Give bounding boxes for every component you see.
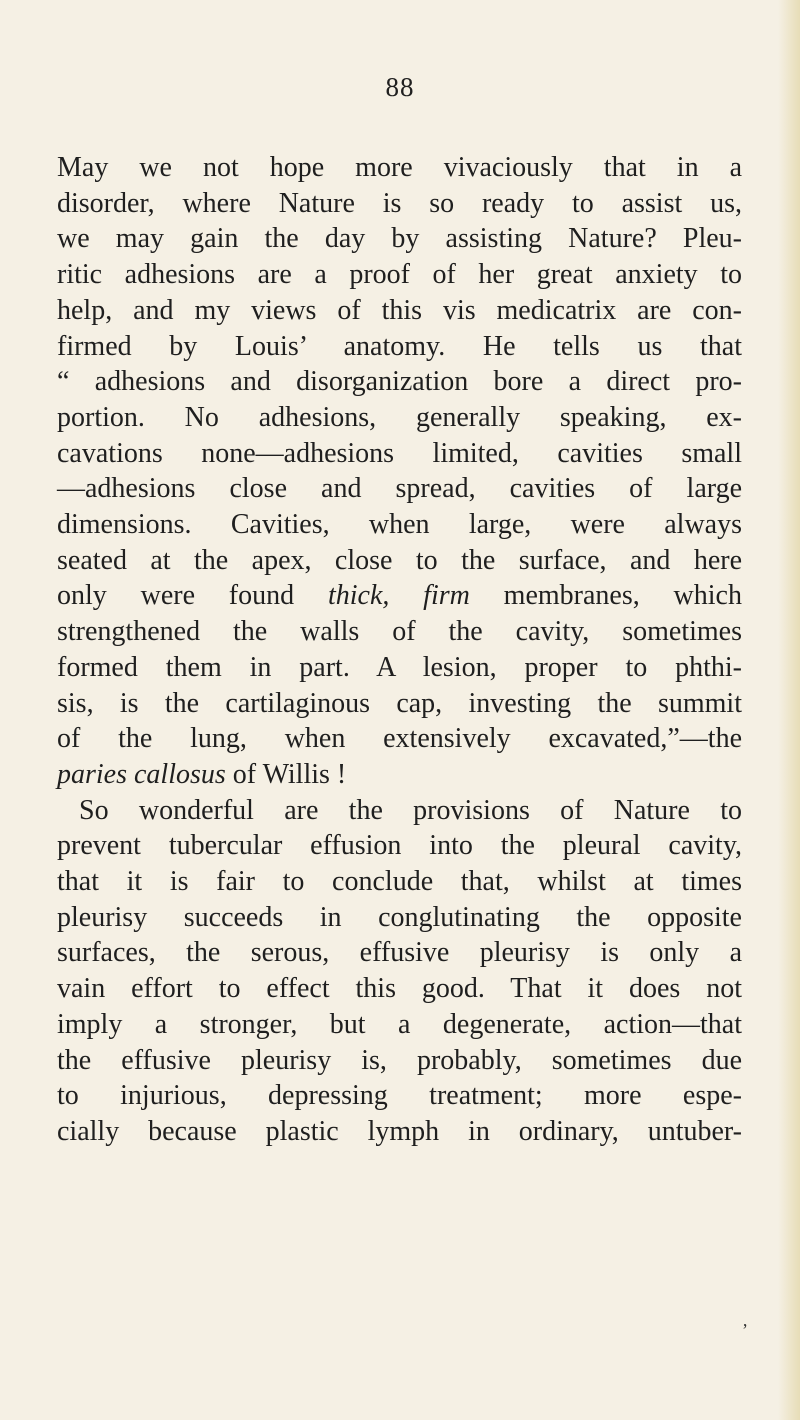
text-line: ritic adhesions are a proof of her great anxiety to: [57, 259, 742, 291]
text-line: strengthened the walls of the cavity, sometimes: [57, 616, 742, 648]
text-line: “ adhesions and disorganization bore a direct pro-: [57, 366, 742, 398]
text-line: firmed by Louis’ anatomy. He tells us that: [57, 330, 742, 362]
text-line-with-italic: [57, 578, 742, 614]
text-line: May we not hope more vivaciously that in a: [57, 152, 742, 183]
text-line: —adhesions close and spread, cavities of large: [57, 473, 742, 505]
text-line: prevent tubercular effusion into the pleural cavity,: [57, 830, 742, 862]
text-line: dimensions. Cavities, when large, were always: [57, 509, 742, 541]
paragraph-start-line: So wonderful are the provisions of Nature to: [79, 794, 742, 826]
text-line: to injurious, depressing treatment; more espe-: [57, 1080, 742, 1112]
text-line: that it is fair to conclude that, whilst at times: [57, 866, 742, 898]
text-segment: membranes, which: [469, 580, 742, 612]
text-line: imply a stronger, but a degenerate, action—that: [57, 1008, 742, 1040]
margin-mark: ’: [742, 1320, 748, 1340]
text-line: vain effort to effect this good. That it does not: [57, 973, 742, 1005]
text-line: surfaces, the serous, effusive pleurisy is only a: [57, 937, 742, 969]
page-number: 88: [385, 72, 415, 102]
italic-phrase: thick, firm: [327, 580, 470, 612]
text-line: seated at the apex, close to the surface, and here: [57, 544, 742, 576]
text-line: pleurisy succeeds in conglutinating the opposite: [57, 901, 742, 933]
text-line: formed them in part. A lesion, proper to phthi-: [57, 651, 742, 683]
text-line: the effusive pleurisy is, probably, sometimes due: [57, 1044, 742, 1076]
text-line: disorder, where Nature is so ready to assist us,: [57, 187, 742, 219]
text-segment: only were found: [57, 580, 328, 612]
text-line: sis, is the cartilaginous cap, investing the summit: [57, 687, 742, 719]
text-line: cavations none—adhesions limited, cavities small: [57, 437, 742, 469]
text-line: cially because plastic lymph in ordinary, untuber-: [57, 1115, 742, 1147]
text-line: portion. No adhesions, generally speaking, ex-: [57, 401, 742, 433]
text-line: of the lung, when extensively excavated,”—the: [57, 723, 742, 755]
text-line: we may gain the day by assisting Nature? Pleu-: [57, 223, 742, 255]
text-line: help, and my views of this vis medicatrix are con-: [57, 294, 742, 326]
text-line-with-italic: [57, 757, 742, 793]
body-text: [57, 150, 742, 1150]
text-segment: of Willis !: [225, 758, 347, 790]
italic-phrase: paries callosus: [57, 758, 226, 790]
page-edge-shadow: [778, 0, 800, 1420]
